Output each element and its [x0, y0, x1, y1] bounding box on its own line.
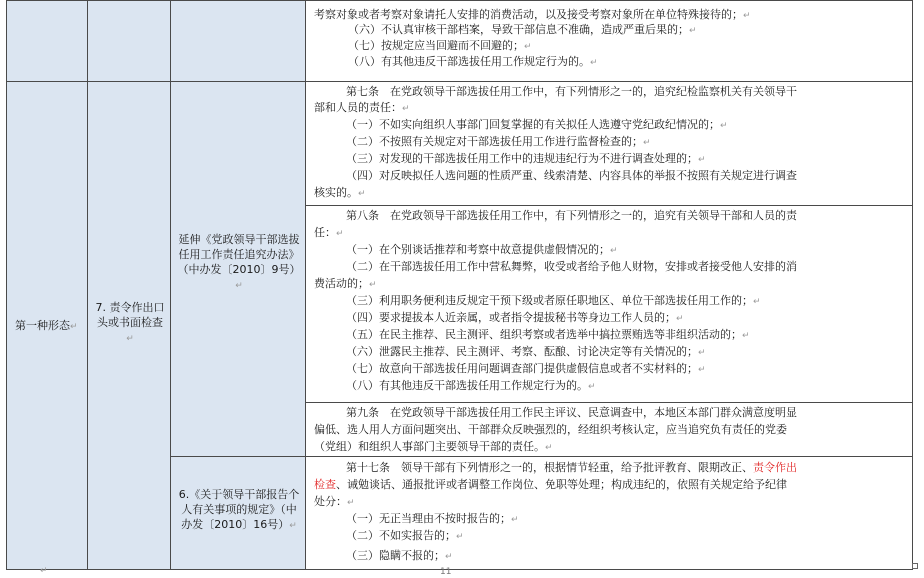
block1-line-3: （二）不按照有关规定对干部选拔任用工作进行监督检查的；↵	[346, 135, 651, 148]
block1-line-1: 部和人员的责任：↵	[314, 101, 410, 114]
source-label-2: 6.《关于领导干部报告个人有关事项的规定》（中办发〔2010〕16号）↵	[178, 488, 300, 531]
block4-item-0: （一）无正当理由不按时报告的；↵	[346, 512, 519, 525]
content-cell-2	[305, 205, 913, 403]
source-label-1: 延伸《党政领导干部选拔任用工作责任追究办法》（中办发〔2010〕9号）↵	[177, 233, 301, 291]
measure-label: 7. 责令作出口头或书面检查↵	[95, 301, 165, 344]
form-label: 第一种形态↵	[15, 319, 78, 332]
source-cell-top	[170, 0, 306, 82]
block2-line-10: （八）有其他违反干部选拔任用工作规定行为的。↵	[346, 379, 596, 392]
block2-line-7: （五）在民主推荐、民主测评、组织考察或者选举中搞拉票贿选等非组织活动的；↵	[346, 328, 750, 341]
block2-line-2: （一）在个别谈话推荐和考察中故意提供虚假情况的；↵	[346, 243, 618, 256]
block2-line-0: 第八条 在党政领导干部选拔任用工作中，有下列情形之一的，追究有关领导干部和人员的责	[346, 209, 797, 222]
block1-line-6: 核实的。↵	[314, 186, 366, 199]
content-cell-4	[305, 456, 913, 570]
block2-line-4: 费活动的；↵	[314, 277, 377, 290]
source-cell-1	[170, 81, 306, 457]
block2-line-5: （三）利用职务便利违反规定干预下级或者原任职地区、单位干部选拔任用工作的；↵	[346, 294, 761, 307]
block1-line-4: （三）对发现的干部选拔任用工作中的违规违纪行为不进行调查处理的；↵	[346, 152, 706, 165]
paragraph-mark: ↵	[40, 566, 48, 576]
block4-line-0: 第十七条 领导干部有下列情形之一的，根据情节轻重，给予批评教育、限期改正、责令作出	[346, 461, 797, 474]
block1-line-5: （四）对反映拟任人选问题的性质严重、线索清楚、内容具体的举报不按照有关规定进行调查	[346, 169, 797, 182]
form-cell	[6, 81, 88, 570]
block4-item-1: （二）不如实报告的；↵	[346, 529, 464, 542]
block2-line-6: （四）要求提拔本人近亲属，或者指令提拔秘书等身边工作人员的；↵	[346, 311, 684, 324]
block2-line-3: （二）在干部选拔任用工作中营私舞弊，收受或者给予他人财物，安排或者接受他人安排的消	[346, 260, 797, 273]
form-cell-top	[6, 0, 88, 82]
block2-line-9: （七）故意向干部选拔任用问题调查部门提供虚假信息或者不实材料的；↵	[346, 362, 706, 375]
block0-line-3: （八）有其他违反干部选拔任用工作规定行为的。↵	[348, 55, 598, 68]
measure-cell-top	[87, 0, 171, 82]
block4-line-1: 检查、诫勉谈话、通报批评或者调整工作岗位、免职等处理；构成违纪的，依照有关规定给予纪律	[314, 478, 787, 491]
measure-cell	[87, 81, 171, 570]
block1-line-2: （一）不如实向组织人事部门回复掌握的有关拟任人选遵守党纪政纪情况的；↵	[346, 118, 728, 131]
block0-line-1: （六）不认真审核干部档案，导致干部信息不准确，造成严重后果的；↵	[348, 23, 697, 36]
block3-line-1: 偏低、选人用人方面问题突出、干部群众反映强烈的，经组织考核认定，应当追究负有责任的党委	[314, 423, 787, 436]
block2-line-1: 任：↵	[314, 226, 344, 239]
content-cell-1	[305, 81, 913, 206]
content-cell-0	[305, 0, 913, 82]
block2-line-8: （六）泄露民主推荐、民主测评、考察、酝酿、讨论决定等有关情况的；↵	[346, 345, 706, 358]
block0-line-0: 考察对象或者考察对象请托人安排的消费活动，以及接受考察对象所在单位特殊接待的；↵	[314, 8, 751, 21]
table-resize-handle[interactable]	[912, 563, 918, 569]
block3-line-0: 第九条 在党政领导干部选拔任用工作民主评议、民意调查中，本地区本部门群众满意度明显	[346, 406, 797, 419]
page-number: 11	[440, 567, 452, 577]
block4-line-2: 处分：↵	[314, 495, 355, 508]
block3-line-2: （党组）和组织人事部门主要领导干部的责任。↵	[314, 440, 553, 453]
content-cell-3	[305, 402, 913, 457]
block4-item-2: （三）隐瞒不报的；↵	[346, 549, 453, 562]
source-cell-2	[170, 456, 306, 570]
block1-line-0: 第七条 在党政领导干部选拔任用工作中，有下列情形之一的，追究纪检监察机关有关领导干	[346, 85, 797, 98]
block0-line-2: （七）按规定应当回避而不回避的；↵	[348, 39, 532, 52]
